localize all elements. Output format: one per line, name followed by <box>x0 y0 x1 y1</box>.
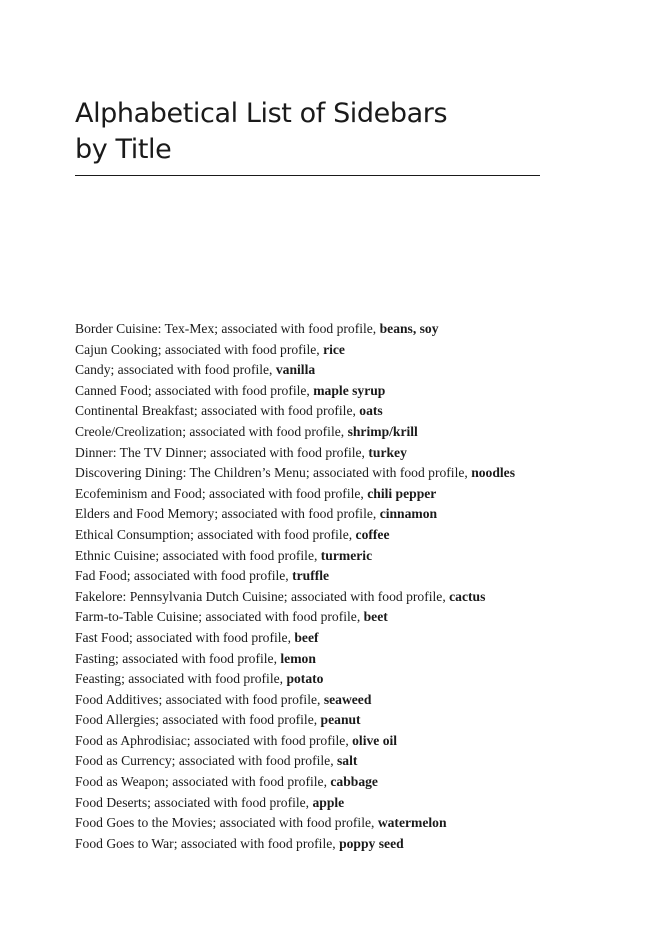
sidebar-title: Cajun Cooking <box>75 341 158 357</box>
sidebar-title: Fast Food <box>75 629 130 645</box>
food-profile: cabbage <box>330 774 378 790</box>
list-item <box>75 340 575 361</box>
page-title-line-1: Alphabetical List of Sidebars <box>75 98 448 129</box>
sidebar-title: Food Additives <box>75 691 159 707</box>
sidebar-title: Food Allergies <box>75 712 156 728</box>
list-item <box>75 731 575 752</box>
sidebar-connector-text: ; associated with food profile, <box>182 423 348 439</box>
food-profile: turkey <box>368 444 407 460</box>
list-item <box>75 525 575 546</box>
food-profile: turmeric <box>320 547 373 563</box>
list-item <box>75 360 575 381</box>
sidebar-connector-text: ; associated with food profile, <box>214 321 380 336</box>
food-profile: lemon <box>280 650 316 666</box>
list-item <box>75 649 575 670</box>
list-item <box>75 813 575 834</box>
sidebar-connector-text: ; associated with food profile, <box>155 547 321 563</box>
sidebar-title: Creole/Creolization <box>75 423 183 439</box>
sidebar-title: Fasting <box>75 650 116 666</box>
food-profile: coffee <box>355 526 390 542</box>
list-item <box>75 607 575 628</box>
food-profile: vanilla <box>275 362 316 378</box>
sidebar-title: Border Cuisine: Tex-Mex <box>75 321 215 336</box>
list-item <box>75 669 575 690</box>
sidebar-title: Fad Food <box>75 568 127 584</box>
sidebar-connector-text: ; associated with food profile, <box>203 444 369 460</box>
list-item <box>75 484 575 505</box>
list-item <box>75 834 575 855</box>
food-profile: maple syrup <box>313 382 386 398</box>
food-profile: watermelon <box>377 815 447 831</box>
food-profile: truffle <box>292 568 330 584</box>
list-item <box>75 546 575 567</box>
sidebar-title: Ecofeminism and Food <box>75 485 202 501</box>
sidebar-connector-text: ; associated with food profile, <box>214 506 380 522</box>
food-profile: noodles <box>471 465 516 481</box>
sidebar-title: Food as Aphrodisiac <box>75 732 187 748</box>
sidebar-title: Food Deserts <box>75 794 148 810</box>
list-item <box>75 710 575 731</box>
list-item <box>75 319 575 340</box>
sidebar-title: Food as Weapon <box>75 774 166 790</box>
list-item <box>75 463 575 484</box>
sidebar-connector-text: ; associated with food profile, <box>173 835 340 851</box>
sidebar-connector-text: ; associated with food profile, <box>158 691 324 707</box>
sidebar-connector-text: ; associated with food profile, <box>147 382 314 398</box>
sidebar-title: Ethnic Cuisine <box>75 547 156 563</box>
food-profile: cactus <box>449 588 486 604</box>
sidebar-title: Continental Breakfast <box>75 403 194 419</box>
sidebar-title: Farm-to-Table Cuisine <box>75 609 199 625</box>
food-profile: beans, soy <box>379 321 439 336</box>
list-item <box>75 793 575 814</box>
food-profile: shrimp/krill <box>347 423 418 439</box>
sidebar-connector-text: ; associated with food profile, <box>165 774 331 790</box>
list-item <box>75 401 575 422</box>
sidebar-title: Candy <box>75 362 111 378</box>
sidebar-connector-text: ; associated with food profile, <box>201 485 368 501</box>
sidebar-title: Ethical Consumption <box>75 526 191 542</box>
sidebar-title: Fakelore: Pennsylvania Dutch Cuisine <box>75 588 284 604</box>
sidebar-title: Canned Food <box>75 382 148 398</box>
list-item <box>75 772 575 793</box>
sidebar-connector-text: ; associated with food profile, <box>115 650 281 666</box>
list-item <box>75 381 575 402</box>
list-item <box>75 422 575 443</box>
food-profile: cinnamon <box>379 506 438 522</box>
sidebar-connector-text: ; associated with food profile, <box>157 341 324 357</box>
list-item <box>75 504 575 525</box>
food-profile: potato <box>286 671 324 687</box>
sidebar-connector-text: ; associated with food profile, <box>121 671 287 687</box>
food-profile: apple <box>312 794 345 810</box>
sidebar-title: Food Goes to the Movies <box>75 815 213 831</box>
food-profile: beet <box>363 609 388 625</box>
title-divider <box>75 175 540 176</box>
food-profile: poppy seed <box>339 835 404 851</box>
list-item <box>75 443 575 464</box>
food-profile: chili pepper <box>367 485 437 501</box>
food-profile: oats <box>359 403 383 419</box>
sidebar-connector-text: ; associated with food profile, <box>212 815 378 831</box>
sidebar-connector-text: ; associated with food profile, <box>198 609 364 625</box>
sidebar-title: Food as Currency <box>75 753 172 769</box>
food-profile: peanut <box>320 712 361 728</box>
list-item <box>75 690 575 711</box>
page-title-line-2: by Title <box>75 134 172 165</box>
sidebar-connector-text: ; associated with food profile, <box>186 732 353 748</box>
food-profile: seaweed <box>323 691 372 707</box>
food-profile: salt <box>337 753 358 769</box>
food-profile: olive oil <box>352 732 398 748</box>
sidebar-title: Discovering Dining: The Children’s Menu <box>75 465 306 481</box>
sidebar-connector-text: ; associated with food profile, <box>193 403 360 419</box>
sidebar-title: Dinner: The TV Dinner <box>75 444 203 460</box>
sidebar-connector-text: ; associated with food profile, <box>147 794 313 810</box>
sidebar-list <box>75 319 575 854</box>
sidebar-connector-text: ; associated with food profile, <box>126 568 293 584</box>
sidebar-title: Feasting <box>75 671 122 687</box>
sidebar-connector-text: ; associated with food profile, <box>129 629 295 645</box>
sidebar-connector-text: ; associated with food profile, <box>171 753 338 769</box>
page-title <box>75 96 540 168</box>
list-item <box>75 587 575 608</box>
list-item <box>75 566 575 587</box>
food-profile: rice <box>323 341 345 357</box>
sidebar-connector-text: ; associated with food profile, <box>305 465 472 481</box>
food-profile: beef <box>294 629 319 645</box>
sidebar-connector-text: ; associated with food profile, <box>283 588 450 604</box>
list-item <box>75 751 575 772</box>
sidebar-connector-text: ; associated with food profile, <box>190 526 356 542</box>
sidebar-connector-text: ; associated with food profile, <box>155 712 321 728</box>
sidebar-title: Elders and Food Memory <box>75 506 215 522</box>
list-item <box>75 628 575 649</box>
sidebar-title: Food Goes to War <box>75 835 174 851</box>
sidebar-connector-text: ; associated with food profile, <box>110 362 276 378</box>
